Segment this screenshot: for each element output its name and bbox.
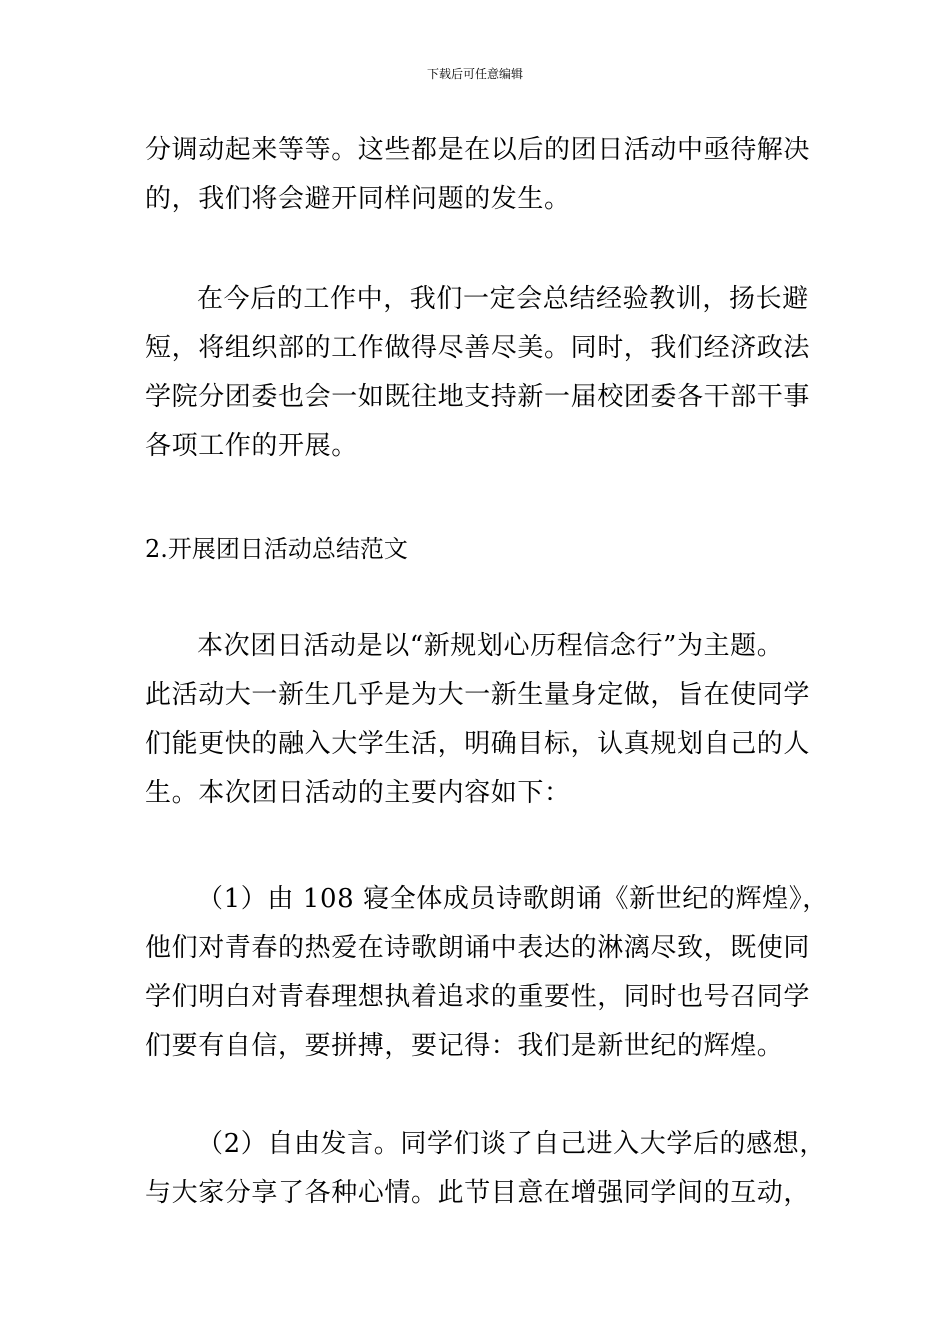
text-line: 此活动大一新生几乎是为大一新生量身定做，旨在使同学 [145, 680, 811, 710]
text-line: （2）自由发言。同学们谈了自己进入大学后的感想， [197, 1129, 826, 1159]
text-line: （1）由 108 寝全体成员诗歌朗诵《新世纪的辉煌》， [197, 884, 829, 914]
paragraph-item-1 [145, 875, 829, 1071]
page-header: 下载后可任意编辑 [426, 67, 523, 81]
text-line: 学们明白对青春理想执着追求的重要性，同时也号召同学 [145, 982, 811, 1012]
paragraph-item-2 [145, 1120, 826, 1218]
text-line: 短，将组织部的工作做得尽善尽美。同时，我们经济政法 [145, 333, 811, 363]
text-line: 们能更快的融入大学生活，明确目标，认真规划自己的人 [145, 729, 811, 759]
paragraph-continuation [145, 126, 810, 224]
text-line: 本次团日活动是以“新规划心历程信念行”为主题。 [197, 631, 784, 661]
paragraph-theme [145, 622, 810, 818]
text-line: 分调动起来等等。这些都是在以后的团日活动中亟待解决 [145, 135, 811, 165]
section-heading: 2.开展团日活动总结范文 [145, 535, 408, 563]
paragraph-future-work [145, 275, 810, 471]
text-line: 各项工作的开展。 [145, 431, 358, 461]
text-line: 他们对青春的热爱在诗歌朗诵中表达的淋漓尽致，既使同 [145, 933, 811, 963]
text-line: 们要有自信，要拼搏，要记得：我们是新世纪的辉煌。 [145, 1031, 784, 1061]
text-line: 在今后的工作中，我们一定会总结经验教训，扬长避 [197, 284, 809, 314]
text-line: 生。本次团日活动的主要内容如下： [145, 778, 571, 808]
text-line: 的，我们将会避开同样问题的发生。 [145, 184, 571, 214]
text-line: 与大家分享了各种心情。此节目意在增强同学间的互动， [145, 1178, 811, 1208]
text-line: 学院分团委也会一如既往地支持新一届校团委各干部干事 [145, 382, 811, 412]
